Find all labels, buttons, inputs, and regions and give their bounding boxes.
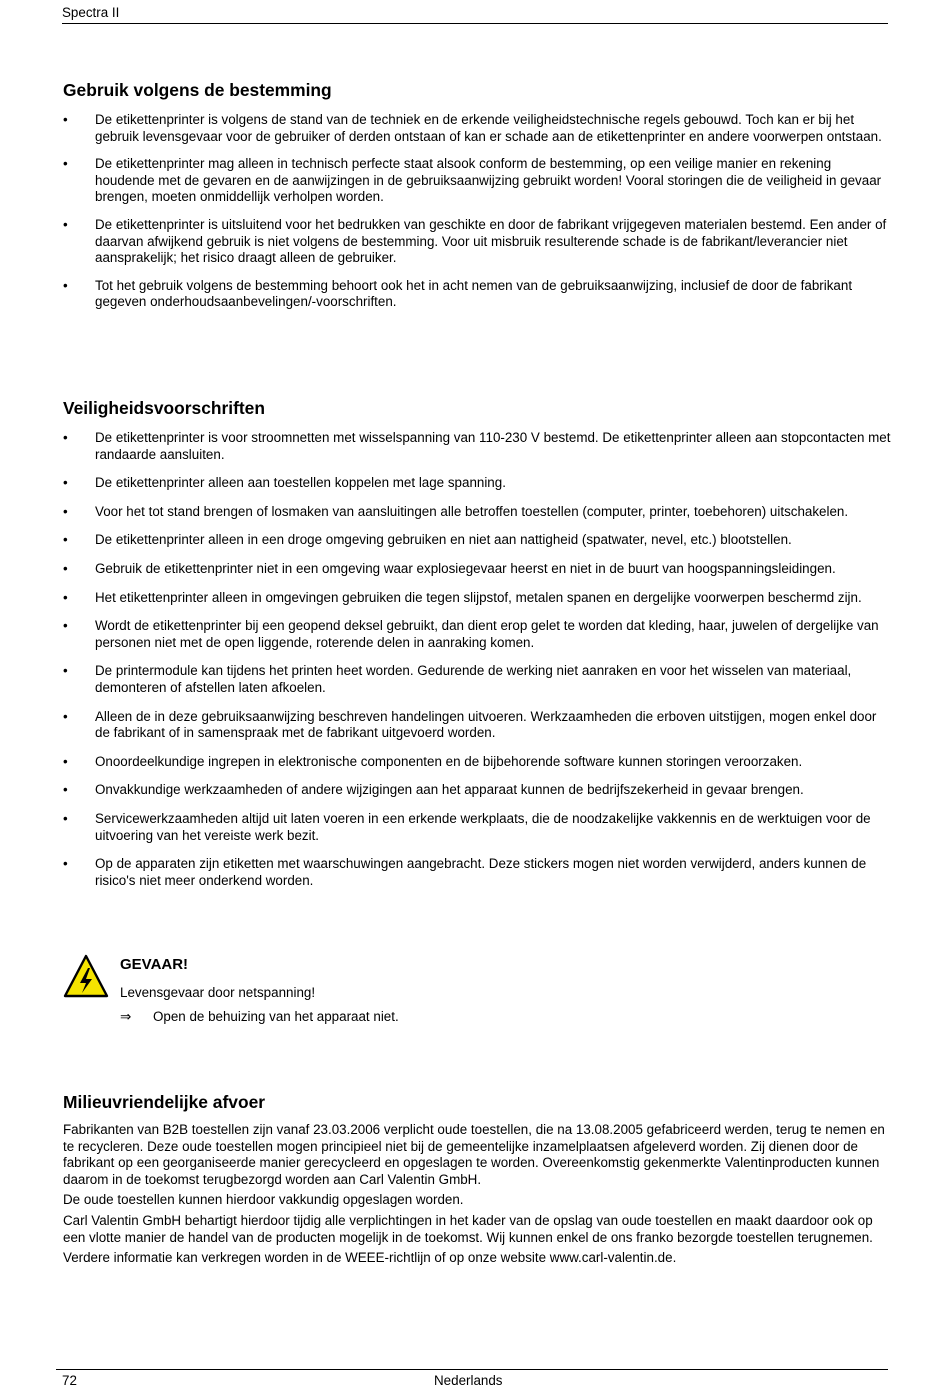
list-item: • De etikettenprinter is volgens de stand van de techniek en de erkende veiligheidstechnische regels gebouwd. Toch kan er bij het gebruik levensgevaar voor de gebruiker of derden ontstaan of kan er schade aan de etikettenprinter en andere voorwerpen ontstaan.: [63, 112, 882, 144]
list-item: • De printermodule kan tijdens het printen heet worden. Gedurende de werking niet aanraken en voor het wisselen van materiaal, demonteren of afstellen laten afkoelen.: [63, 663, 852, 695]
list-item: • Het etikettenprinter alleen in omgevingen gebruiken die tegen slijpstof, metalen spanen en dergelijke voorwerpen beschermd zijn.: [63, 589, 862, 605]
bullet-icon: •: [63, 475, 68, 491]
bullet-icon: •: [63, 856, 68, 872]
warning-text: Levensgevaar door netspanning!: [120, 985, 316, 1000]
section-title-intended-use: Gebruik volgens de bestemming: [63, 80, 332, 100]
bullet-icon: •: [63, 618, 68, 634]
danger-warning: [63, 954, 483, 1034]
section-title-safety: Veiligheidsvoorschriften: [63, 398, 265, 418]
bullet-icon: •: [63, 503, 68, 519]
list-item: • Voor het tot stand brengen of losmaken van aansluitingen alle betroffen toestellen (computer, printer, toebehoren) uitschakelen.: [63, 503, 849, 519]
footer-language: Nederlands: [434, 1373, 503, 1388]
warning-title: GEVAAR!: [120, 956, 189, 973]
list-item: • De etikettenprinter is uitsluitend voor het bedrukken van geschikte en door de fabrikant vrijgegeven materialen bestemd. Een ander of daarvan afwijkend gebruik is niet volgens de bestemming. Voor uit misbruik resulterende schade is de fabrikant/leverancier niet aansprakelijk; het risico draagt alleen de gebruiker.: [63, 216, 887, 266]
paragraph: De oude toestellen kunnen hierdoor vakkundig opgeslagen worden.: [63, 1192, 464, 1208]
list-item: • Onvakkundige werkzaamheden of andere wijzigingen aan het apparaat kunnen de bedrijfszekerheid in gevaar brengen.: [63, 782, 804, 798]
list-item: • Onoordeelkundige ingrepen in elektronische componenten en de bijbehorende software kunnen storingen veroorzaken.: [63, 753, 803, 769]
list-item: • De etikettenprinter mag alleen in technisch perfecte staat alsook conform de bestemming, op een veilige manier en rekening houdende met de gevaren en de aanwijzingen in de gebruiksaanwijzing gebruikt worden! Vooral storingen die de veiligheid in gevaar brengen, moeten onmiddellijk verholpen worden.: [63, 156, 882, 205]
paragraph: Carl Valentin GmbH behartigt hierdoor tijdig alle verplichtingen in het kader van de opslag van oude toestellen en maakt daardoor ook op een vlotte manier de handel van de producten mogelijk in de toekomst. Wij kunnen enkel de ons franko bezorgde toestellen terugnemen.: [63, 1212, 873, 1245]
bullet-icon: •: [63, 532, 68, 548]
bullet-icon: •: [63, 430, 68, 445]
bullet-icon: •: [63, 112, 68, 127]
bullet-icon: •: [63, 782, 68, 798]
bullet-icon: •: [63, 810, 68, 826]
list-item: • Gebruik de etikettenprinter niet in een omgeving waar explosiegevaar heerst en niet in de buurt van hoogspanningsleidingen.: [63, 560, 836, 576]
bullet-icon: •: [63, 156, 68, 172]
bullet-icon: •: [63, 753, 68, 769]
list-item: • De etikettenprinter is voor stroomnetten met wisselspanning van 110-230 V bestemd. De etikettenprinter alleen aan stopcontacten met randaarde aansluiten.: [63, 430, 891, 462]
safety-list: [63, 430, 893, 889]
list-item: • Tot het gebruik volgens de bestemming behoort ook het in acht nemen van de gebruiksaanwijzing, inclusief de door de fabrikant gegeven onderhoudsaanbevelingen/-voorschriften.: [63, 277, 853, 310]
bullet-icon: •: [63, 708, 68, 724]
header-title: Spectra II: [62, 5, 120, 20]
bullet-icon: •: [63, 589, 68, 605]
paragraph: Verdere informatie kan verkregen worden in de WEEE-richtlijn of op onze website www.carl-valentin.de.: [63, 1250, 677, 1266]
bullet-icon: •: [63, 277, 68, 293]
disposal-text: [63, 1122, 889, 1271]
bullet-icon: •: [63, 216, 68, 232]
warning-action: Open de behuizing van het apparaat niet.: [153, 1009, 399, 1024]
section-title-disposal: Milieuvriendelijke afvoer: [63, 1092, 266, 1112]
bullet-icon: •: [63, 663, 68, 679]
list-item: • De etikettenprinter alleen in een droge omgeving gebruiken en niet aan nattigheid (spatwater, nevel, etc.) blootstellen.: [63, 532, 792, 548]
paragraph: Fabrikanten van B2B toestellen zijn vanaf 23.03.2006 verplicht oude toestellen, die na 13.08.2005 gefabriceerd werden, terug te nemen en te recycleren. Deze oude toestellen mogen principieel niet bij de gemeentelijke inzamelplaatsen afgeleverd worden. Zij dienen door de fabrikant op een georganiseerde manier gerecycleerd en opgeslagen te worden. Overeenkomstig gekenmerkte Valentinproducten kunnen daarom in de toekomst terugbezorgd worden aan Carl Valentin GmbH.: [63, 1122, 885, 1187]
arrow-right-icon: ⇒: [120, 1009, 132, 1024]
list-item: • Op de apparaten zijn etiketten met waarschuwingen aangebracht. Deze stickers mogen niet worden verwijderd, anders kunnen de risico's niet meer onderkend worden.: [63, 856, 867, 888]
list-item: • De etikettenprinter alleen aan toestellen koppelen met lage spanning.: [63, 475, 506, 491]
bullet-icon: •: [63, 560, 68, 576]
intended-use-list: [63, 112, 893, 311]
list-item: • Servicewerkzaamheden altijd uit laten voeren in een erkende werkplaats, die de noodzakelijke vakkennis en de werktuigen voor de uitvoering van het vereiste werk bezit.: [63, 810, 871, 843]
page-number: 72: [62, 1373, 77, 1388]
page-footer: [56, 1369, 888, 1393]
list-item: • Alleen de in deze gebruiksaanwijzing beschreven handelingen uitvoeren. Werkzaamheden die erboven uitstijgen, mogen enkel door de fabrikant of in samenspraak met de fabrikant uitgevoerd worden.: [63, 708, 877, 741]
high-voltage-warning-icon: [63, 954, 109, 998]
page-header: [62, 4, 888, 24]
list-item: • Wordt de etikettenprinter bij een geopend deksel gebruikt, dan dient erop gelet te worden dat kleding, haar, juwelen of dergelijke van personen niet met de open liggende, roterende delen in aanraking komen.: [63, 618, 879, 650]
